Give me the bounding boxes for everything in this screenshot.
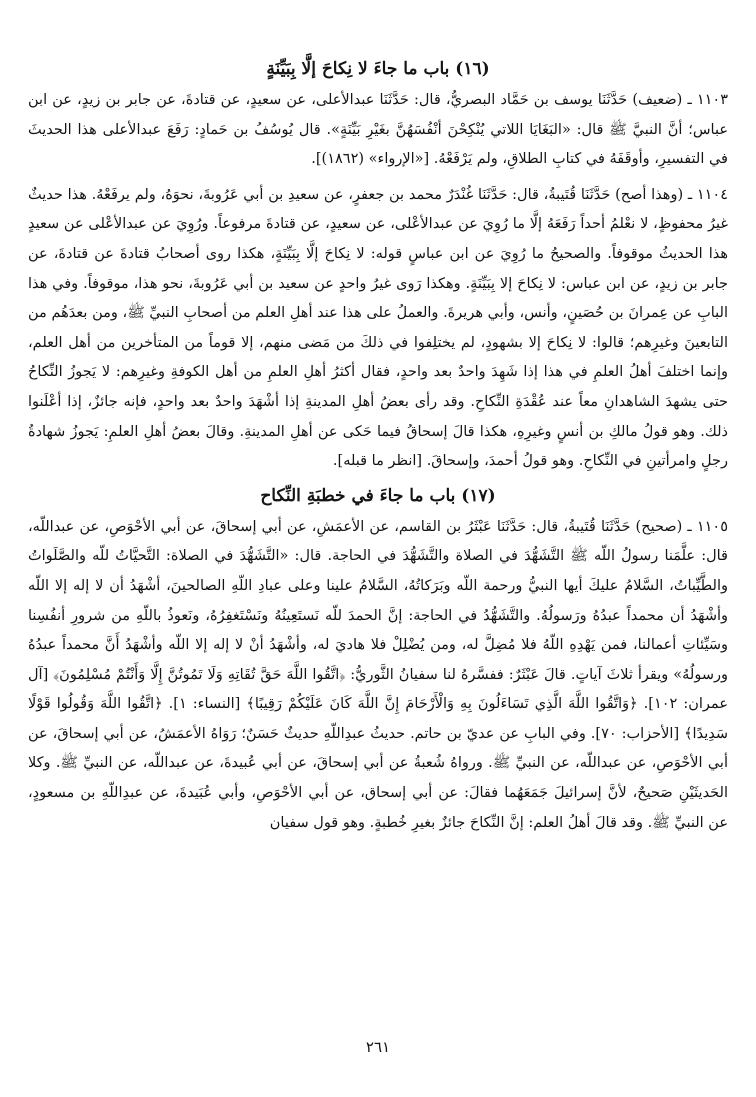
hadith-1105: ١١٠٥ ـ (صحيح) حَدَّثَنَا قُتَيبةُ، قال: حَدَّثَنَا عَبْثَرُ بن القاسم، عن الأعمَشِ، عن أبي إسحاقَ، عن أبي الأحْوَصِ، عن عبداللّه، قال: علَّمَنا رسولُ اللّه ﷺ التَّشَهُّدَ في الصلاة والتَّشَهُّدَ في الحاجة. قال: «التَّشَهُّدَ في الصلاة: التَّحيَّاتُ للّه والصَّلَواتُ والطَّيِّباتُ، السَّلامُ عليكَ أيها النبيُّ ورحمة اللّه وبَرَكاتُهُ، السَّلامُ علينا وعلى عبادِ اللّهِ الصالحينَ، أشْهَدُ أن لا إله إلا اللّه وأشْهَدُ أن محمداً عبدُهُ ورَسولُهُ. والتَّشَهُّدُ في الحاجة: إنَّ الحمدَ للّه نَستَعِينُهُ ونَسْتَغفِرُهُ، ونَعوذُ باللّهِ من شرورِ أنفُسِنا وسَيِّئاتِ أعمالنا، فمن يَهْدِهِ اللّهُ فلا مُضِلَّ له، ومن يُضْلِلْ فلا هاديَ له، وأشْهَدُ أنْ لا إله إلا اللّه وأشْهَدُ أَنَّ محمداً عبدُهُ ورسولُهُ» ويقرأ ثلاثَ آياتٍ. قالَ عَبْثَرٌ: ففسَّرهُ لنا سفيانُ الثَّوريُّ: ﴿اتَّقُوا اللَّهَ حَقَّ تُقَاتِهِ وَلَا تَمُوتُنَّ إِلَّا وَأَنْتُمْ مُسْلِمُونَ﴾ [آل عمران: ١٠٢]. ﴿وَاتَّقُوا اللَّهَ الَّذِي تَسَاءَلُونَ بِهِ وَالْأَرْحَامَ إِنَّ اللَّهَ كَانَ عَلَيْكُمْ رَقِيبًا﴾ [النساء: ١]. ﴿اتَّقُوا اللَّهَ وَقُولُوا قَوْلًا سَدِيدًا﴾ [الأحزاب: ٧٠]. وفي البابِ عن عديّ بن حاتم. حديثُ عبدِاللّهِ حديثٌ حَسَنٌ؛ رَوَاهُ الأعمَشُ، عن أبي إسحاقَ، عن أبي الأحْوَصِ، عن عبداللّه، عن النبيِّ ﷺ. ورواهُ شُعبةُ عن أبي إسحاقَ، عن أبي عُبيدةَ، عن عبداللّه، عن النبيِّ ﷺ. وكلا الحَديثَيْنِ صَحيحٌ، لأنَّ إسرائيلَ جَمَعَهُما فقالَ: عن أبي إسحاق، عن أبي الأحْوَصِ، وأبي عُبَيدةَ، عن عبدِاللّهِ بن مسعودٍ، عن النبيِّ ﷺ. وقد قالَ أهلُ العلم: إنَّ النِّكاحَ جائزٌ بغيرِ خُطبةٍ. وهو قول سفيان [28, 518, 728, 831]
hadith-1103: ١١٠٣ ـ (ضعيف) حَدَّثَنَا يوسف بن حَمَّاد البصريُّ، قال: حَدَّثَنَا عبدالأعلى، عن سعيدٍ، عن قتادةَ، عن جابر بن زيدٍ، عن ابن عباس؛ أنَّ النبيَّ ﷺ قال: «البَغَايَا اللاتي يُنْكِحْنَ أنْفُسَهُنَّ بغَيْرِ بَيِّنَةٍ». قال يُوسُفُ بن حَمادٍ: رَفَعَ عبدالأعلى هذا الحديثَ في التفسيرِ، وأوقَفَهُ في كتابِ الطلاقِ، ولم يَرْفَعْهُ. [«الإرواء» (١٨٦٢)]. [28, 92, 728, 168]
page-number: ٢٦١ [365, 1038, 391, 1056]
chapter-heading-17: (١٧) باب ما جاءَ في خطبَةِ النِّكاح [260, 485, 496, 506]
hadith-1104: ١١٠٤ ـ (وهذا أصح) حَدَّثَنَا قُتَيبةُ، قال: حَدَّثَنَا غُنْدَرٌ محمد بن جعفرٍ، عن سعيدِ بن أبي عَرُوبةَ، نحوَهُ، ولم يرفَعْهُ. هذا حديثٌ غيرُ محفوظٍ، لا نعْلمُ أحداً رَفَعَهُ إلَّا ما رُوِيَ عن عبدالأعْلى، عن سعيدٍ، عن قتادةَ مرفوعاً. ورُوِيَ عن عبدالأعْلى عن سعيدٍ هذا الحديثُ موقوفاً. والصحيحُ ما رُوِيَ عن ابن عباسٍ قوله: لا نِكاحَ إلَّا بِبَيِّنَةٍ، هكذا روى أصحابُ قتادةَ عن قتادةَ، عن جابر بن زيدٍ، عن ابن عباس: لا نِكاحَ إلا بِبَيِّنَةٍ. وهكذا رَوى غيرُ واحدٍ عن سعيد بن أبي عَرُوبةَ، نحو هذا، موقوفاً. وفي هذا البابِ عن عِمرانَ بن حُصَينٍ، وأنس، وأبي هريرةَ. والعملُ على هذا عند أهلِ العلم من أصحابِ النبيِّ ﷺ، ومن بعدَهُم من التابعينَ وغيرِهم؛ قالوا: لا نِكاحَ إلا بشهودٍ، لم يختلِفوا في ذلكَ من مَضى منهم، إلا قوماً من المتأخرين من أهل العلم، وإنما اختلفَ أهلُ العلمِ في هذا إذا شَهِدَ واحدٌ بعد واحدٍ، فقال أكثرُ أهلِ العلمِ من أهل الكوفةِ وغيرِهم: لا يَجوزُ النِّكاحُ حتى يشهدَ الشاهدانِ معاً عند عُقْدَةِ النِّكاحِ. وقد رأى بعضُ أهلِ المدينةِ إذا أشْهَدَ واحدٌ بعد واحدٍ، فإنه جائزٌ، إذا أعْلَنوا ذلك. وهو قولُ مالكِ بن أنسٍ وغيرِهِ، هكذا قالَ إسحاقُ فيما حَكى عن أهلِ المدينةِ. وقالَ بعضُ أهلِ العلمِ: يَجوزُ شهادةُ رجلٍ وامرأتينِ في النِّكاحِ. وهو قولُ أحمدَ، وإسحاقَ. [انظر ما قبله]. [28, 186, 728, 470]
chapter-heading-16: (١٦) باب ما جاءَ لا نِكاحَ إلَّا بِبَيِّنَةٍ [266, 59, 490, 79]
book-page [28, 50, 728, 844]
